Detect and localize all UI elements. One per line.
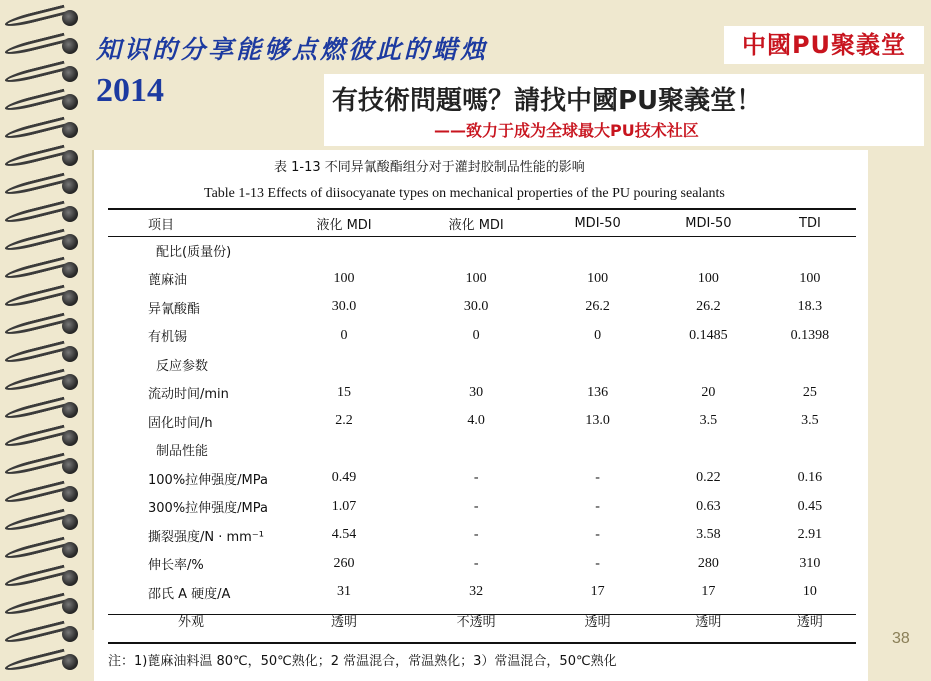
spiral-ring — [4, 596, 86, 618]
table-cell: 17 — [701, 584, 716, 600]
table-cell: 0.49 — [331, 470, 357, 486]
row-label: 反应参数 — [156, 358, 209, 374]
binding-hole — [62, 346, 78, 362]
spiral-wire — [4, 453, 67, 478]
row-label: 有机锡 — [148, 330, 188, 346]
table-cell: 100 — [799, 270, 821, 286]
spiral-ring — [4, 204, 86, 226]
table-cell: 0 — [594, 327, 602, 343]
table-cell: 透明 — [584, 615, 611, 630]
spiral-wire — [4, 61, 67, 86]
row-label: 外观 — [178, 615, 205, 630]
spiral-binding — [0, 0, 90, 681]
table-cell: 26.2 — [696, 299, 721, 315]
table-cell: 32 — [469, 584, 484, 600]
spiral-wire — [4, 145, 67, 170]
table-cell: 18.3 — [797, 299, 823, 315]
table-cell — [653, 236, 764, 265]
table-cell: 100 — [465, 270, 487, 286]
row-label: 蓖麻油 — [148, 273, 188, 289]
binding-hole — [62, 542, 78, 558]
spiral-ring — [4, 148, 86, 170]
table-row — [108, 436, 856, 465]
column-header: TDI — [799, 215, 821, 231]
table-cell: 20 — [701, 384, 716, 400]
table-cell — [764, 436, 856, 465]
table-cell: 280 — [697, 555, 719, 571]
table-cell: 0.45 — [797, 498, 823, 514]
table-cell: - — [595, 555, 600, 571]
ad-headline: 有技術問題嗎？請找中國PU聚義堂！ — [332, 86, 763, 116]
column-header: 项目 — [148, 217, 175, 233]
spiral-ring — [4, 232, 86, 254]
table-cell: 15 — [337, 384, 352, 400]
tagline: 知识的分享能够点燃彼此的蜡烛 — [96, 35, 489, 64]
spiral-wire — [4, 341, 67, 366]
spiral-ring — [4, 624, 86, 646]
table-note: 注：1)蓖麻油料温 80℃，50℃熟化；2 常温混合，常温熟化；3）常温混合，50℃熟化 — [108, 654, 617, 669]
binding-hole — [62, 626, 78, 642]
row-label: 100%拉伸强度/MPa — [148, 472, 268, 488]
spiral-ring — [4, 568, 86, 590]
table-cell: 30 — [469, 384, 484, 400]
binding-hole — [62, 66, 78, 82]
table-cell: 2.91 — [797, 527, 823, 543]
table-cell: 0.63 — [696, 498, 721, 514]
table-row — [108, 265, 856, 294]
table-cell — [410, 350, 542, 379]
binding-hole — [62, 206, 78, 222]
table-cell: 31 — [337, 584, 352, 600]
spiral-ring — [4, 316, 86, 338]
table-cell — [764, 236, 856, 265]
table-cell: 1.07 — [331, 498, 357, 514]
spiral-wire — [4, 369, 67, 394]
table-cell: 136 — [587, 384, 609, 400]
spiral-wire — [4, 481, 67, 506]
table-cell — [542, 236, 653, 265]
table-row — [108, 407, 856, 436]
row-label: 配比(质量份) — [156, 244, 232, 260]
spiral-ring — [4, 484, 86, 506]
spiral-ring — [4, 344, 86, 366]
spiral-ring — [4, 36, 86, 58]
table-cell — [653, 436, 764, 465]
spiral-wire — [4, 593, 67, 618]
table-cell: 0 — [472, 327, 480, 343]
binding-hole — [62, 262, 78, 278]
ad-subline: ——致力于成为全球最大PU技术社区 — [434, 121, 699, 140]
spiral-ring — [4, 176, 86, 198]
table-cell: 0.1485 — [689, 327, 728, 343]
table-cell: 3.58 — [696, 527, 721, 543]
spiral-wire — [4, 33, 67, 58]
year-label: 2014 — [96, 72, 164, 109]
binding-hole — [62, 10, 78, 26]
spiral-ring — [4, 512, 86, 534]
binding-hole — [62, 486, 78, 502]
binding-hole — [62, 430, 78, 446]
spiral-wire — [4, 621, 67, 646]
spiral-ring — [4, 8, 86, 30]
table-cell: 100 — [333, 270, 355, 286]
binding-hole — [62, 654, 78, 670]
spiral-wire — [4, 537, 67, 562]
column-header: MDI-50 — [685, 215, 732, 231]
table-row — [108, 578, 856, 607]
table-cell — [542, 350, 653, 379]
binding-hole — [62, 514, 78, 530]
table-cell — [653, 350, 764, 379]
spiral-wire — [4, 5, 67, 30]
table-cell: - — [595, 498, 600, 514]
table-cell: 透明 — [796, 615, 823, 630]
table-cell: - — [473, 555, 479, 571]
binding-hole — [62, 570, 78, 586]
column-header: 液化 MDI — [448, 217, 504, 233]
table-cell: 3.5 — [801, 413, 819, 429]
row-label: 流动时间/min — [148, 387, 229, 403]
table-row — [108, 236, 856, 265]
spiral-wire — [4, 257, 67, 282]
spiral-ring — [4, 288, 86, 310]
table-row — [108, 350, 856, 379]
binding-hole — [62, 38, 78, 54]
table-cell — [278, 236, 410, 265]
ad-banner — [324, 74, 924, 146]
spiral-wire — [4, 117, 67, 142]
row-label: 制品性能 — [156, 444, 209, 460]
row-label: 固化时间/h — [148, 415, 213, 431]
table-cell: 3.5 — [699, 413, 718, 429]
spiral-wire — [4, 173, 67, 198]
table-panel — [94, 150, 868, 681]
page-number: 38 — [892, 630, 910, 647]
table-row — [108, 464, 856, 493]
spiral-ring — [4, 64, 86, 86]
table-cell: 25 — [802, 384, 817, 400]
row-label: 异氰酸酯 — [148, 301, 201, 317]
table-cell — [542, 436, 653, 465]
table-cell: 4.54 — [331, 527, 357, 543]
spiral-ring — [4, 120, 86, 142]
table-cell — [764, 350, 856, 379]
table-cell: 260 — [333, 555, 355, 571]
appearance-row — [108, 607, 856, 635]
spiral-wire — [4, 89, 67, 114]
column-header: MDI-50 — [574, 215, 621, 231]
spiral-ring — [4, 540, 86, 562]
binding-hole — [62, 150, 78, 166]
table-cell: - — [595, 527, 600, 543]
spiral-wire — [4, 565, 67, 590]
table-cell: - — [473, 498, 479, 514]
table-row — [108, 293, 856, 322]
table-cell: 透明 — [695, 615, 722, 630]
table-cell: 310 — [799, 555, 821, 571]
brand-logo: 中國PU聚義堂 — [724, 26, 924, 64]
table-cell: - — [473, 527, 479, 543]
row-label: 伸长率/% — [148, 558, 204, 574]
table-cell: 0.1398 — [790, 327, 830, 343]
spiral-wire — [4, 649, 67, 674]
table-cell: 透明 — [331, 615, 358, 630]
row-label: 撕裂强度/N · mm⁻¹ — [148, 529, 264, 545]
spiral-wire — [4, 313, 67, 338]
binding-hole — [62, 402, 78, 418]
table-cell: 13.0 — [585, 413, 610, 429]
spiral-ring — [4, 456, 86, 478]
table-cell: 2.2 — [335, 413, 353, 429]
table-cell: 100 — [587, 270, 609, 286]
table-cell: 不透明 — [456, 615, 496, 630]
table-cell: 30.0 — [331, 299, 357, 315]
binding-hole — [62, 234, 78, 250]
table-header-row — [108, 210, 856, 236]
table-cell: 0.16 — [797, 470, 823, 486]
binding-hole — [62, 458, 78, 474]
binding-hole — [62, 318, 78, 334]
binding-hole — [62, 94, 78, 110]
spiral-wire — [4, 229, 67, 254]
table-cell: - — [473, 470, 479, 486]
table-bottom-rule — [108, 642, 856, 644]
spiral-wire — [4, 425, 67, 450]
column-header: 液化 MDI — [316, 217, 372, 233]
table-cell: 0 — [340, 327, 348, 343]
spiral-ring — [4, 260, 86, 282]
table-cell: 10 — [802, 584, 817, 600]
data-table — [108, 210, 856, 635]
table-title-en: Table 1-13 Effects of diisocyanate types on mechanical properties of the PU pouring sealants — [204, 186, 725, 201]
table-body — [108, 236, 856, 635]
table-cell — [410, 236, 542, 265]
spiral-ring — [4, 92, 86, 114]
table-cell — [278, 350, 410, 379]
table-row — [108, 379, 856, 408]
table-cell: 30.0 — [463, 299, 489, 315]
table-row — [108, 493, 856, 522]
binding-hole — [62, 178, 78, 194]
spiral-wire — [4, 509, 67, 534]
table-cell: 26.2 — [585, 299, 610, 315]
spiral-wire — [4, 397, 67, 422]
spiral-ring — [4, 652, 86, 674]
spiral-ring — [4, 400, 86, 422]
binding-hole — [62, 598, 78, 614]
table-cell: 4.0 — [467, 413, 485, 429]
spiral-ring — [4, 372, 86, 394]
row-label: 邵氏 A 硬度/A — [148, 586, 231, 602]
spiral-wire — [4, 201, 67, 226]
table-cell: 100 — [697, 270, 719, 286]
table-cell — [410, 436, 542, 465]
table-row — [108, 521, 856, 550]
row-label: 300%拉伸强度/MPa — [148, 501, 268, 517]
table-cell: 0.22 — [696, 470, 721, 486]
spiral-ring — [4, 428, 86, 450]
spiral-wire — [4, 285, 67, 310]
binding-hole — [62, 122, 78, 138]
binding-hole — [62, 290, 78, 306]
table-cell: 17 — [590, 584, 605, 600]
table-title-cn: 表 1-13 不同异氰酸酯组分对于灌封胶制品性能的影响 — [274, 160, 585, 175]
binding-hole — [62, 374, 78, 390]
table-cell: - — [595, 470, 600, 486]
table-row — [108, 550, 856, 579]
table-row — [108, 322, 856, 351]
table-cell — [278, 436, 410, 465]
